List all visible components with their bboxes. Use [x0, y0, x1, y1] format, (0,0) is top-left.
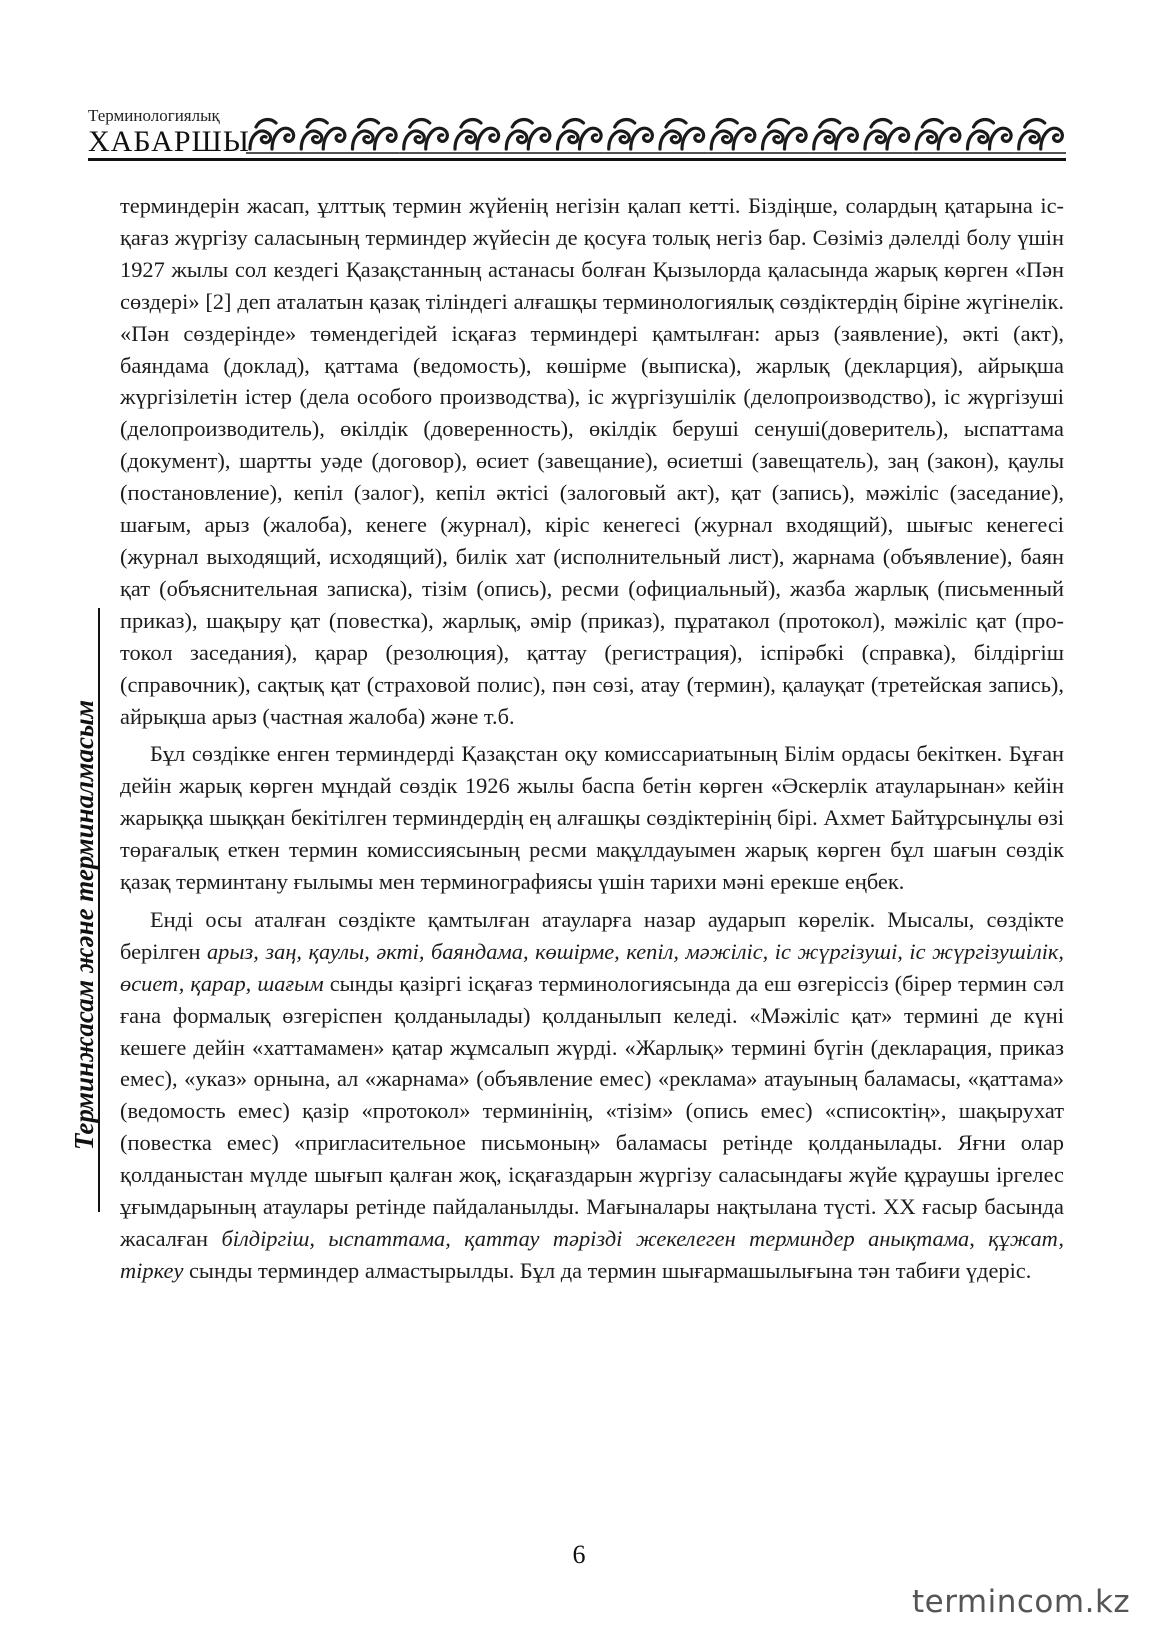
- article-body: [120, 190, 1064, 1293]
- section-side-title: Терминжасам және терминалмасым: [69, 699, 99, 1151]
- paragraph: [120, 904, 1064, 1287]
- paragraph: [120, 738, 1064, 898]
- journal-title: ХАБАРШЫ: [88, 125, 250, 158]
- paragraph-text: Бұл сөздікке енген терминдерді Қазақстан оқу комиссариатының Білім ордасы бекіткен. Бұған дейін жарық көрген мұндай сөздік 1926 жылы баспа бетін көрген «Әскерлік атауларынан» кейін жарыққа шыққан бекітілген терминдердің ең алғашқы сөздіктерінің бірі. Ахмет Байтұрсынұлы өзі төрағалық еткен термин комиссиясының ресми мақұлдауымен жарық көрген бұл шағын сөздік қазақ терминтану ғылымы мен терминографиясы үшін тарихи мәні ерекше еңбек.: [120, 741, 1064, 895]
- paragraph-text: Енді осы аталған сөздікте қамтылған атауларға назар аударып көрелік. Мысалы, сөздікте берілген: [120, 906, 1064, 964]
- journal-subtitle: Терминологиялық: [88, 106, 220, 125]
- page-header: [88, 106, 1066, 162]
- page-number: 6: [572, 1540, 586, 1569]
- paragraph-text: сынды терминдер алмастырылды. Бұл да термин шығармашылығына тән табиғи үдеріс.: [183, 1257, 1032, 1283]
- paragraph-text: терминдерін жасап, ұлттық термин жүйенің негізін қалап кетті. Біздіңше, солардың қатарына ісқағаз жүргізу саласының терминдер жүйесін де қосуға толық негіз бар. Сөзіміз дәлелді болу үшін 1927 жылы сол кездегі Қазақстанның астанасы болған Қызылорда қаласында жарық көрген «Пән сөздері» [2] деп аталатын қазақ тіліндегі алғашқы терминологиялық сөздіктердің біріне жүгінелік. «Пән сөздерінде» төмендегідей ісқағаз терминдері қамтылған: арыз (заявление), әкті (акт), баяндама (доклад), қаттама (ведомость), көшірме (выписка), жарлық (декларция), айрықша жүргізілетін істер (дела особого производства), іс жүргізушілік (делопроизводство), іс жүргізуші (делопроизводитель), өкілдік (доверенность), өкілдік беруші сенуші(доверитель), ыспаттама (документ), шартты уәде (договор), өсиет (завещание), өсиетші (завещатель), заң (закон), қаулы (постановление), кепіл (залог), кепіл әктісі (залоговый акт), қат (запись), мәжіліс (заседание), шағым, арыз (жалоба), кенеге (журнал), кіріс кенегесі (журнал входящий), шығыс кенегесі (журнал выходящий, исходящий), билік хат (исполнительный лист), жарнама (объявление), баян қат (объяснительная записка), тізім (опись), ресми (официальный), жазба жарлық (письменный приказ), шақыру қат (повестка), жарлық, әмір (приказ), пұратакол (протокол), мәжіліс қат (протокол заседания), қарар (резолюция), қаттау (регистрация), іспірәбкі (справка), білдіргіш (справочник), сақтық қат (страховой полис), пән сөзі, атау (термин), қалауқат (третейская запись), айрықша арыз (частная жалоба) және т.б.: [120, 193, 1064, 729]
- italic-term-list: білдіргіш, ыспаттама, қаттау тәрізді жекелеген терминдер анықтама, құжат, тіркеу: [120, 1226, 1064, 1283]
- site-watermark: termincom.kz: [912, 1584, 1131, 1620]
- paragraph: [120, 190, 1064, 732]
- paragraph-text: сынды қазіргі ісқағаз терминологиясында да еш өзгеріссіз (бірер термин сәл ғана формалық өзгеріспен қолданылады) қолданылып келеді. «Мәжіліс қат» термині де күні кешеге дейін «хаттамамен» қатар жұмсалып жүрді. «Жарлық» термині бүгін (декларация, приказ емес), «указ» орнына, ал «жарнама» (объявление емес) «реклама» атауының баламасы, «қаттама» (ведомость емес) қазір «протокол» терминінің, «тізім» (опись емес) «списоктің», шақырухат (повестка емес) «пригласительное письмоның» баламасы ретінде қолданылады. Яғни олар қолданыстан мүлде шығып қалған жоқ, ісқағаздарын жүргізу саласындағы жүйе құраушы іргелес ұғымдарының атаулары ретінде пайдаланылды. Мағыналары нақтылана түсті. ХХ ғасыр басында жасалған: [120, 970, 1064, 1251]
- ornament-band-icon: [246, 113, 1066, 155]
- header-divider: [88, 158, 1066, 161]
- italic-term-list: арыз, заң, қаулы, әкті, баяндама, көшірме, кепіл, мәжіліс, іс жүргізуші, іс жүргізушілік, өсиет, қарар, шағым: [120, 938, 1064, 996]
